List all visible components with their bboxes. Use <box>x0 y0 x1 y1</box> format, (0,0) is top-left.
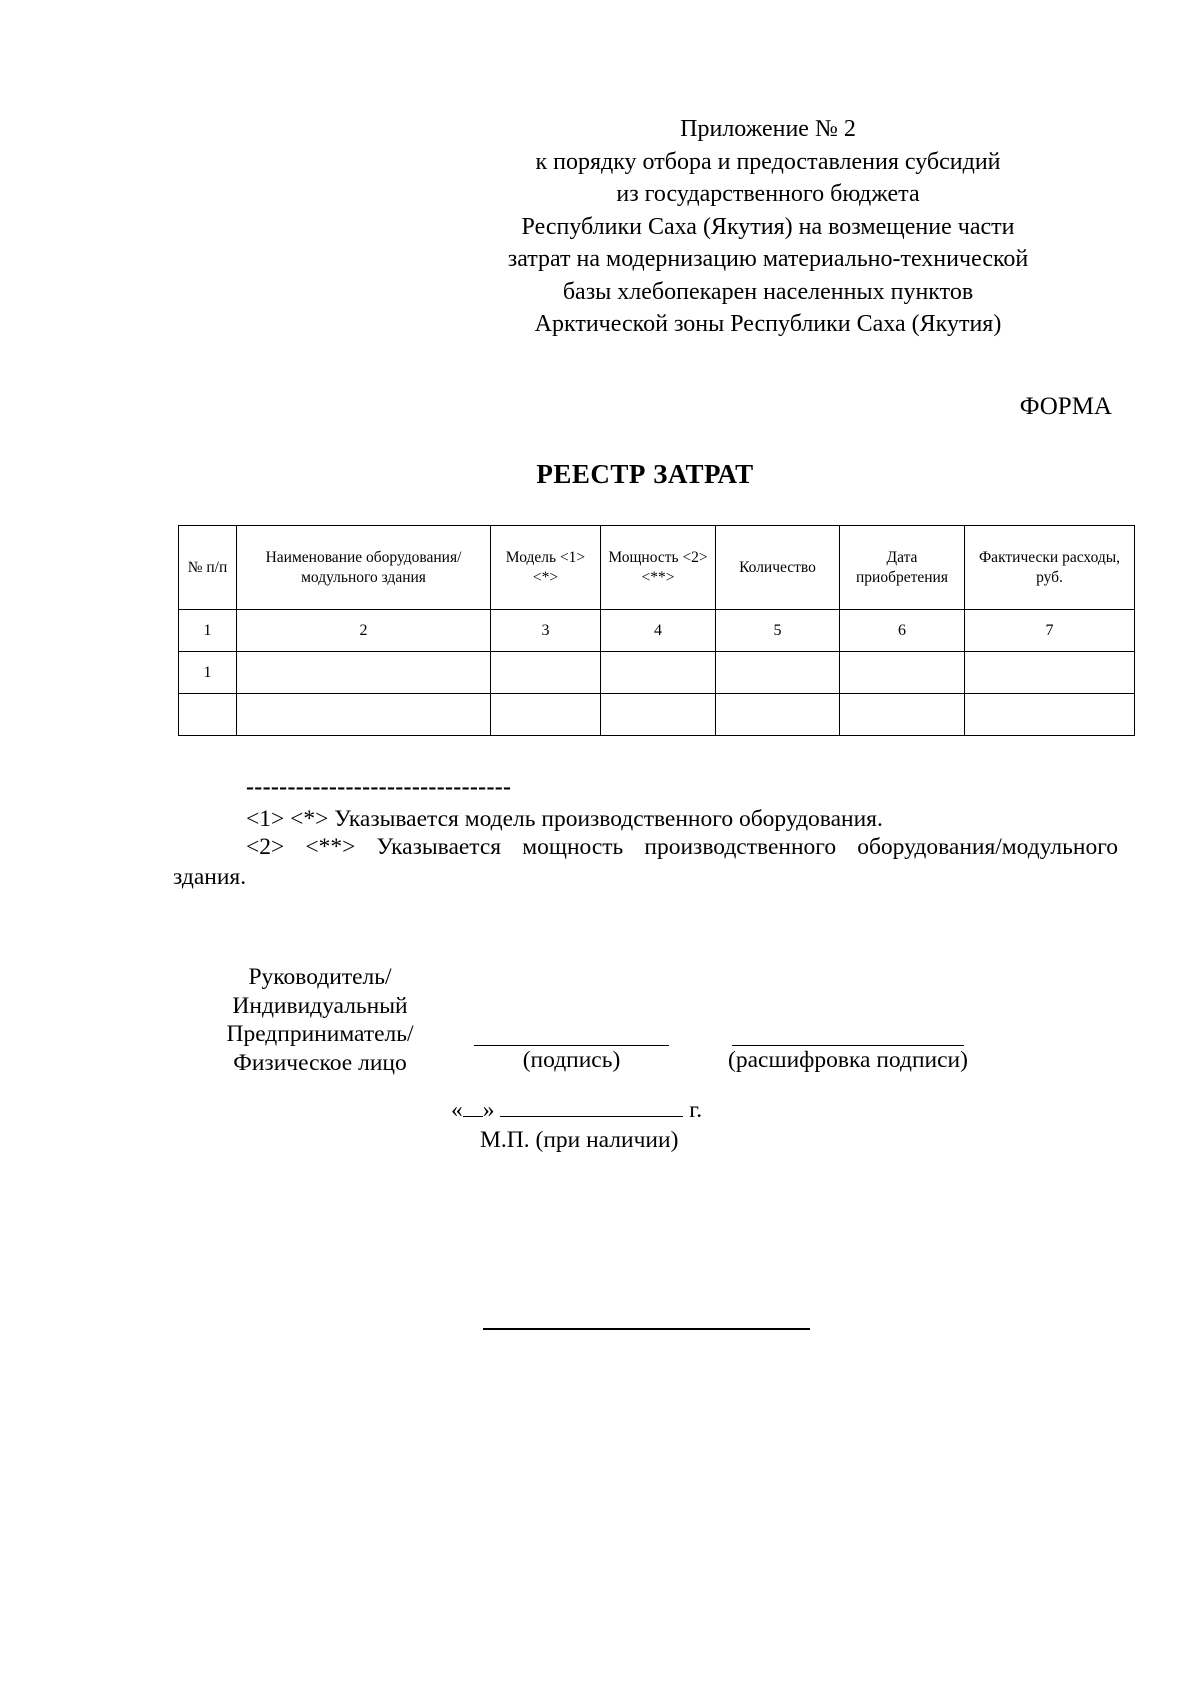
annex-line: Республики Саха (Якутия) на возмещение части <box>521 213 1015 240</box>
table-cell[interactable] <box>237 652 491 694</box>
date-suffix: г. <box>689 1097 703 1123</box>
footnote-separator: -------------------------------- <box>246 774 512 800</box>
column-header-number: № п/п <box>179 526 237 610</box>
column-number: 7 <box>965 610 1135 652</box>
column-number: 6 <box>840 610 965 652</box>
column-number: 3 <box>491 610 601 652</box>
table-cell[interactable] <box>716 652 840 694</box>
signature-decryption-caption: (расшифровка подписи) <box>728 1047 968 1073</box>
table-cell[interactable] <box>237 694 491 736</box>
annex-line: Арктической зоны Республики Саха (Якутия) <box>534 311 1002 337</box>
page-title: РЕЕСТР ЗАТРАТ <box>536 459 754 489</box>
table-cell[interactable] <box>601 652 716 694</box>
table-cell[interactable] <box>840 694 965 736</box>
annex-header <box>468 113 1068 341</box>
column-header-quantity: Количество <box>716 526 840 610</box>
annex-line: базы хлебопекарен населенных пунктов <box>562 278 974 305</box>
column-number: 2 <box>237 610 491 652</box>
column-header-model: Модель <1><*> <box>491 526 601 610</box>
annex-line: затрат на модернизацию материально-технической <box>507 246 1029 272</box>
table-cell[interactable] <box>601 694 716 736</box>
table-row <box>179 694 1135 736</box>
expense-register-table <box>178 525 1135 736</box>
signature-caption: (подпись) <box>522 1047 621 1073</box>
table-cell[interactable] <box>491 652 601 694</box>
date-field <box>451 1095 702 1125</box>
annex-line: к порядку отбора и предоставления субсидий <box>535 148 1001 175</box>
column-number: 5 <box>716 610 840 652</box>
signer-line: Предприниматель/ <box>226 1021 414 1047</box>
column-header-date: Дата приобретения <box>840 526 965 610</box>
column-header-name: Наименование оборудования/модульного здания <box>237 526 491 610</box>
footnote-power: <2> <**> Указывается мощность производственного оборудования/модульного здания. <box>173 834 1118 890</box>
table-cell[interactable] <box>179 694 237 736</box>
column-number: 1 <box>179 610 237 652</box>
column-number: 4 <box>601 610 716 652</box>
signer-line: Физическое лицо <box>233 1049 407 1076</box>
signer-role <box>200 963 440 1077</box>
table-cell[interactable] <box>491 694 601 736</box>
stamp-label: М.П. (при наличии) <box>480 1127 679 1153</box>
signer-line: Индивидуальный <box>232 992 408 1019</box>
footnote-model: <1> <*> Указывается модель производственного оборудования. <box>246 806 883 832</box>
column-number-row <box>179 610 1135 652</box>
table-cell[interactable] <box>840 652 965 694</box>
table-cell[interactable] <box>716 694 840 736</box>
annex-line: из государственного бюджета <box>616 181 920 207</box>
date-quote-close: » <box>482 1097 495 1123</box>
table-cell[interactable] <box>965 652 1135 694</box>
column-header-power: Мощность <2> <**> <box>601 526 716 610</box>
table-cell[interactable] <box>965 694 1135 736</box>
date-quote-open: « <box>451 1097 463 1123</box>
signer-line: Руководитель/ <box>248 964 392 990</box>
table-cell[interactable]: 1 <box>179 652 237 694</box>
table-row <box>179 652 1135 694</box>
month-year-field[interactable] <box>500 1096 683 1117</box>
form-label: ФОРМА <box>1019 393 1112 420</box>
column-header-expenses: Фактически расходы, руб. <box>965 526 1135 610</box>
day-field[interactable] <box>463 1096 483 1117</box>
document-end-divider <box>483 1328 810 1330</box>
table-header-row <box>179 526 1135 610</box>
annex-line: Приложение № 2 <box>680 116 856 142</box>
